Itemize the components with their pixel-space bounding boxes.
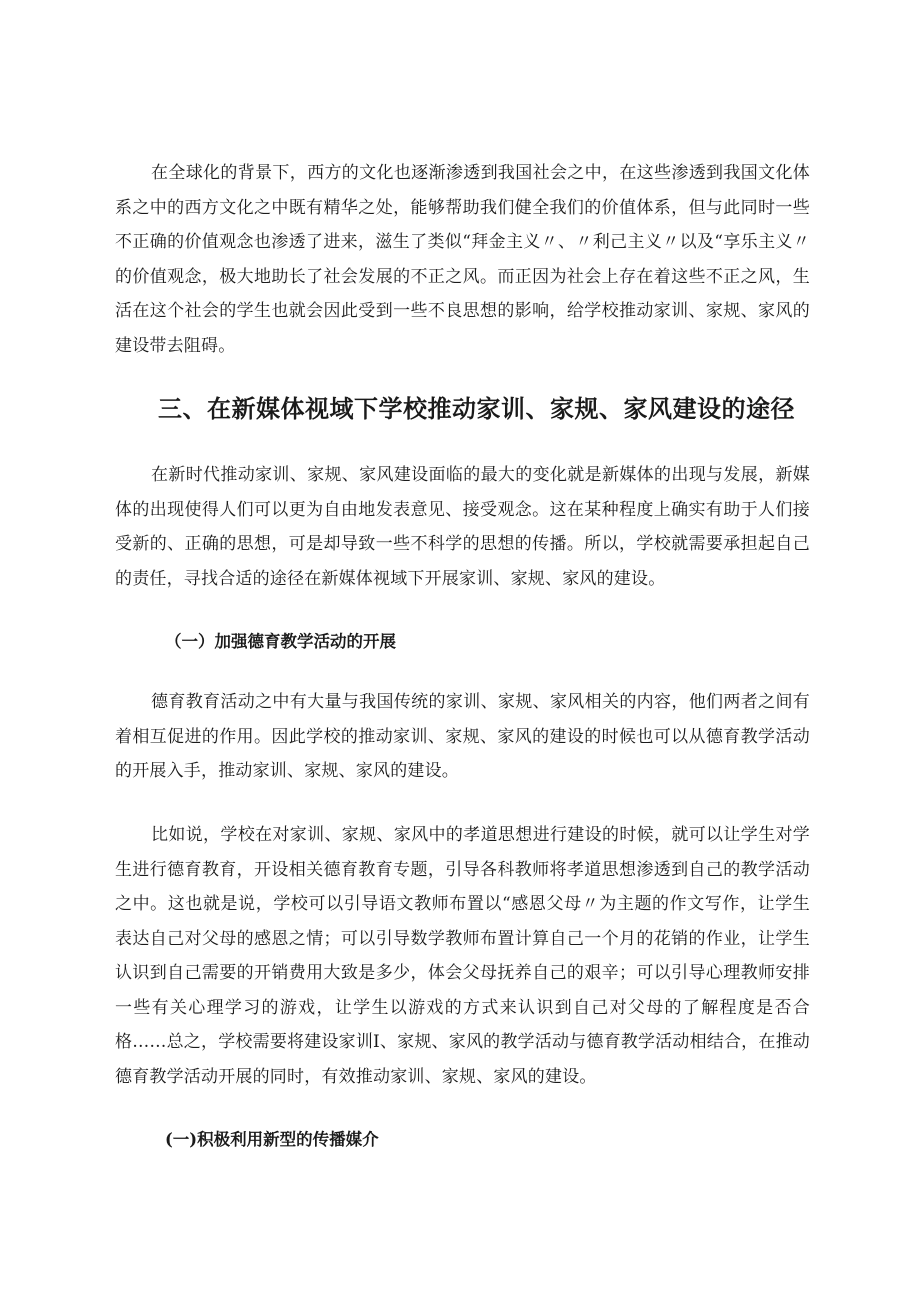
subheading-moral-education: （一）加强德育教学活动的开展 [165,632,396,651]
paragraph-new-media: 在新时代推动家训、家规、家风建设面临的最大的变化就是新媒体的出现与发展，新媒体的出现使得人们可以更为自由地发表意见、接受观念。这在某种程度上确实有助于人们接受新的、正确的思想，可是却导致一些不科学的思想的传播。所以，学校就需要承担起自己的责任，寻找合适的途径在新媒体视域下开展家训、家规、家风的建设。 [115,465,810,589]
section-heading-3: 三、在新媒体视域下学校推动家训、家规、家风建设的途径 [158,394,795,423]
paragraph-globalization: 在全球化的背景下，西方的文化也逐渐渗透到我国社会之中，在这些渗透到我国文化体系之中的西方文化之中既有精华之处，能够帮助我们健全我们的价值体系，但与此同时一些不正确的价值观念也渗透了进来，滋生了类似“拜金主义〃、〃利己主义〃以及“享乐主义〃的价值观念，极大地助长了社会发展的不正之风。而正因为社会上存在着这些不正之风，生活在这个社会的学生也就会因此受到一些不良思想的影响，给学校推动家训、家规、家风的建设带去阻碍。 [115,163,810,356]
paragraph-filial-piety-example: 比如说，学校在对家训、家规、家风中的孝道思想进行建设的时候，就可以让学生对学生进行德育教育，开设相关德育教育专题，引导各科教师将孝道思想渗透到自己的教学活动之中。这也就是说，学校可以引导语文教师布置以“感恩父母〃为主题的作文写作，让学生表达自己对父母的感恩之情；可以引导数学教师布置计算自己一个月的花销的作业，让学生认识到自己需要的开销费用大致是多少，体会父母抚养自己的艰辛；可以引导心理教师安排一些有关心理学习的游戏，让学生以游戏的方式来认识到自己对父母的了解程度是否合格……总之，学校需要将建设家训I、家规、家风的教学活动与德育教学活动相结合，在推动德育教学活动开展的同时，有效推动家训、家规、家风的建设。 [115,825,810,1087]
subheading-new-media-channels: (一)积极利用新型的传播媒介 [165,1130,379,1149]
paragraph-moral-education: 德育教育活动之中有大量与我国传统的家训、家规、家风相关的内容，他们两者之间有着相互促进的作用。因此学校的推动家训、家规、家风的建设的时候也可以从德育教学活动的开展入手，推动家训、家规、家风的建设。 [115,692,810,781]
